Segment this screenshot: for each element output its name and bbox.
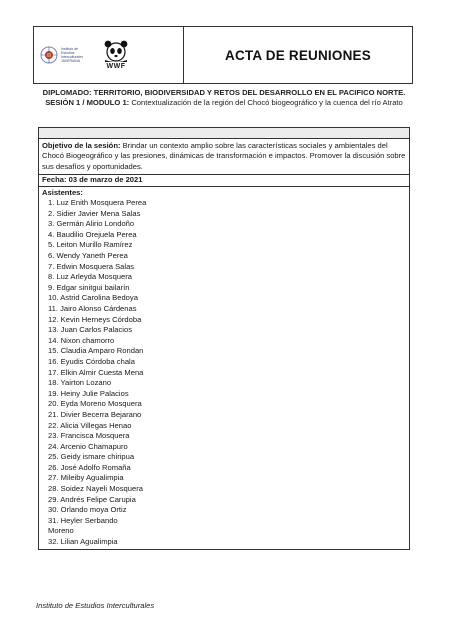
attendee-item: 5. Leiton Murillo Ramírez (48, 240, 133, 250)
attendee-item: 24. Arcenio Chamapuro (48, 441, 128, 451)
diploma-title: DIPLOMADO: TERRITORIO, BIODIVERSIDAD Y RETOS DEL DESARROLLO EN EL PACIFICO NORTE. (42, 88, 406, 97)
attendee-item: 17. Elkin Almir Cuesta Mena (48, 367, 144, 377)
attendee-item: 21. Divier Becerra Bejarano (48, 409, 142, 419)
attendee-item: 10. Astrid Carolina Bedoya (48, 293, 138, 303)
attendee-item: 19. Heiny Julie Palacios (48, 388, 129, 398)
attendee-item: 18. Yairton Lozano (48, 378, 112, 388)
attendee-item: 29. Andrés Felipe Carupia (48, 494, 136, 504)
objective-row (39, 139, 409, 175)
attendee-item: 32. Lilian Agualimpia (48, 537, 118, 547)
document-header (33, 26, 413, 84)
logo-cell (34, 27, 184, 83)
objective-label: Objetivo de la sesión: (42, 141, 121, 150)
attendee-item: 16. Eyudis Córdoba chala (48, 356, 135, 366)
session-module (34, 98, 414, 108)
attendee-item: 2. Sidier Javier Mena Salas (48, 208, 141, 218)
attendees-row (39, 187, 409, 549)
session-label: SESIÓN 1 / MODULO 1: (45, 98, 130, 107)
attendees-label: Asistentes: (42, 187, 83, 197)
attendee-item: 12. Kevin Herneys Córdoba (48, 314, 142, 324)
attendee-item: 3. Germán Alirio Londoño (48, 219, 135, 229)
date-row (39, 175, 409, 186)
attendee-item: 28. Soidez Nayeli Mosquera (48, 484, 143, 494)
footer-institution: Instituto de Estudios Interculturales (36, 601, 155, 610)
date-value: 03 de marzo de 2021 (66, 175, 143, 185)
wwf-logo-text: WWF (106, 63, 126, 70)
attendee-item: 26. José Adolfo Romaña (48, 462, 131, 472)
attendees-list (42, 198, 406, 548)
attendee-item: 31. Heyler Serbando (48, 515, 118, 525)
attendee-item: 6. Wendy Yaneth Perea (48, 251, 128, 260)
document-title: ACTA DE REUNIONES (225, 47, 371, 63)
iei-emblem-icon (40, 46, 58, 64)
objective-text: Brindar un contexto amplio sobre las características sociales y ambientales del Chocó Biogeográfico y las presiones, dinámicas de transformación e impactos. Promover la discusión sobre sus desafíos y oportunidades. (42, 141, 406, 171)
session-description: Contextualización de la región del Chocó biogeográfico y la cuenca del río Atrato (129, 98, 403, 107)
attendee-item: 11. Jairo Alonso Cárdenas (48, 303, 137, 313)
attendee-item: 15. Claudia Amparo Rondan (48, 346, 144, 356)
wwf-logo (103, 40, 129, 70)
attendee-item: 25. Geidy ismare chiripua (48, 452, 135, 462)
attendee-item: 8. Luz Arleyda Mosquera (48, 272, 133, 282)
attendee-item: 4. Baudilio Orejuela Perea (48, 229, 137, 239)
minutes-table (38, 127, 410, 550)
attendee-item: 30. Orlando moya Ortiz (48, 505, 127, 515)
attendee-item: 20. Eyda Moreno Mosquera (48, 399, 142, 409)
attendee-item: Moreno (48, 526, 74, 536)
blank-row (39, 128, 409, 139)
attendee-item: 7. Edwin Mosquera Salas (48, 261, 135, 271)
panda-icon (103, 40, 129, 62)
attendee-item: 14. Nixon chamorro (48, 335, 115, 345)
attendee-item: 1. Luz Enith Mosquera Perea (48, 198, 147, 208)
session-subtitle (34, 88, 414, 108)
attendee-item: 13. Juan Carlos Palacios (48, 325, 132, 335)
attendee-item: 27. Mileiby Agualimpia (48, 473, 124, 483)
iei-logo-text: Instituto de Estudios Interculturales JAVERIANA (61, 47, 83, 63)
attendee-item: 23. Francisca Mosquera (48, 431, 130, 441)
attendee-item: 22. Alicia Villegas Henao (48, 420, 132, 430)
iei-logo (40, 46, 87, 64)
attendee-item: 9. Edgar sinitgui bailarín (48, 282, 130, 292)
date-label: Fecha: (42, 175, 67, 185)
